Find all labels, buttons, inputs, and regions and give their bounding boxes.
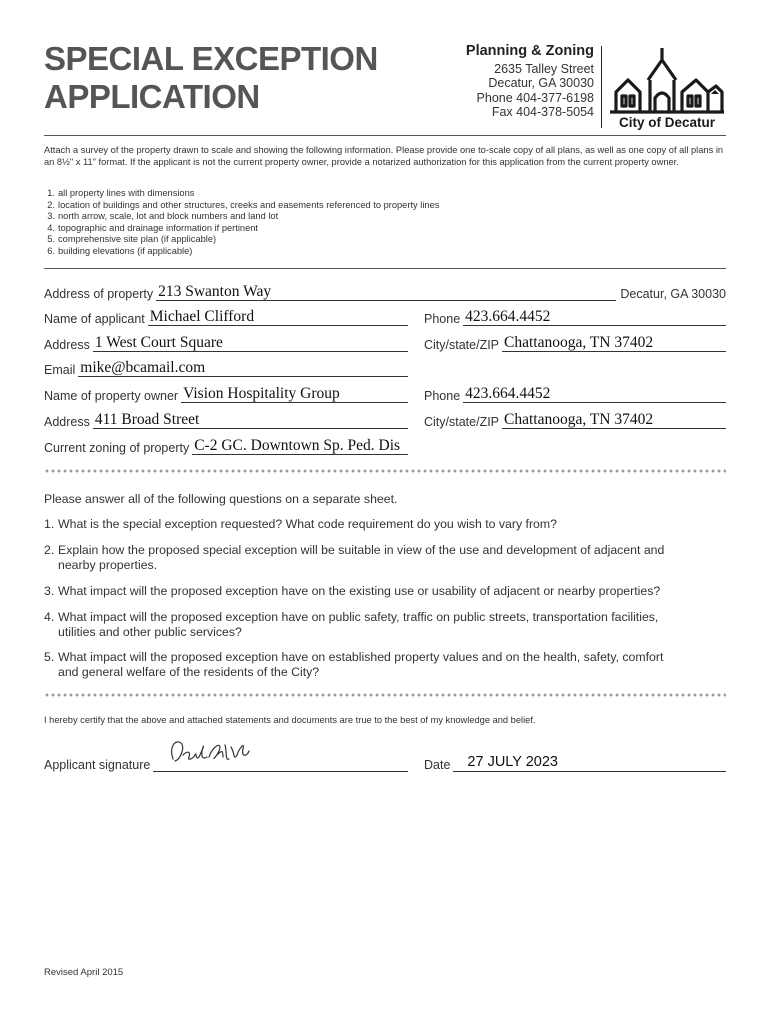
owner-city-field [424,411,726,429]
office-fax: Fax 404-378-5054 [491,105,594,119]
instructions-intro: Attach a survey of the property drawn to scale and showing the following information. Please provide one to-scale copy of all plans, as well as one copy of all plans in an 8½" x 11" format. If the applicant is not the current property owner, provide a notarized authorization for this application from the current property owner. [44,145,724,167]
handwritten-signature-icon [165,741,265,769]
certification-statement: I hereby certify that the above and attached statements and documents are true to the best of my knowledge and belief. [44,715,536,725]
applicant-address-input[interactable]: 1 West Court Square [93,334,408,352]
property-city-text: Decatur, GA 30030 [620,287,726,301]
list-item: 5. comprehensive site plan (if applicable) [47,234,217,245]
office-phone: Phone 404-377-6198 [476,90,594,105]
requirements-list [44,188,439,258]
title-line-2: APPLICATION [44,78,260,115]
applicant-email-input[interactable]: mike@bcamail.com [78,359,408,377]
applicant-phone-input[interactable]: 423.664.4452 [463,308,726,326]
field-label: Phone [424,389,461,403]
revision-note: Revised April 2015 [44,967,124,978]
field-label: Address [44,338,90,352]
title-line-1: SPECIAL EXCEPTION [44,40,378,77]
questions-intro: Please answer all of the following questions on a separate sheet. [44,492,398,506]
question-item: 1. What is the special exception requested? What code requirement do you wish to vary from? [44,517,557,531]
list-item: 1. all property lines with dimensions [47,188,195,198]
question-item: 5. What impact will the proposed exception have on established property values and on the health, safety, comfort and general welfare of the residents of the City? [44,650,664,679]
field-label: Phone [424,312,461,326]
header-rule [44,135,726,136]
field-label: City/state/ZIP [424,338,500,352]
section-rule [44,268,726,269]
owner-phone-field [424,385,726,403]
list-item: 4. topographic and drainage information if pertinent [47,222,259,233]
question-item: 2. Explain how the proposed special exception will be suitable in view of the use and development of adjacent and nearby properties. [44,543,665,572]
zoning-field [44,437,408,455]
property-address-field [44,283,726,301]
dotted-divider [44,469,726,473]
owner-name-input[interactable]: Vision Hospitality Group [181,385,408,403]
list-item: 6. building elevations (if applicable) [47,245,193,256]
city-skyline-icon [608,46,726,130]
field-label: Email [44,363,76,377]
logo-text: City of Decatur [618,115,716,130]
signature-field [44,740,408,772]
logo-divider [601,46,602,128]
office-city: Decatur, GA 30030 [488,76,594,90]
field-label: Name of property owner [44,389,179,403]
field-label: Current zoning of property [44,441,190,455]
owner-city-input[interactable]: Chattanooga, TN 37402 [502,411,726,429]
form-title [44,40,378,116]
city-logo [608,46,726,130]
zoning-input[interactable]: C-2 GC. Downtown Sp. Ped. Dis [192,437,408,455]
office-contact [466,44,594,120]
office-street: 2635 Talley Street [494,61,594,76]
property-address-input[interactable]: 213 Swanton Way [156,283,616,301]
field-label: City/state/ZIP [424,415,500,429]
applicant-city-field [424,334,726,352]
field-label: Address [44,415,90,429]
question-item: 4. What impact will the proposed exception have on public safety, traffic on public streets, transportation facilities, utilities and other public services? [44,610,659,639]
applicant-name-input[interactable]: Michael Clifford [148,308,408,326]
field-label: Applicant signature [44,758,151,772]
owner-address-input[interactable]: 411 Broad Street [93,411,408,429]
field-label: Address of property [44,287,154,301]
signature-input[interactable] [153,741,408,772]
applicant-name-field [44,308,408,326]
department-name: Planning & Zoning [465,43,594,59]
field-label: Date [424,758,451,772]
question-item: 3. What impact will the proposed exception have on the existing use or usability of adjacent or nearby properties? [44,584,661,598]
date-input[interactable]: 27 JULY 2023 [453,754,726,772]
applicant-phone-field [424,308,726,326]
list-item: 2. location of buildings and other structures, creeks and easements referenced to property lines [47,199,440,210]
dotted-divider [44,693,726,697]
date-field [424,740,726,772]
field-label: Name of applicant [44,312,145,326]
applicant-city-input[interactable]: Chattanooga, TN 37402 [502,334,726,352]
list-item: 3. north arrow, scale, lot and block numbers and land lot [47,211,279,222]
owner-address-field [44,411,408,429]
owner-name-field [44,385,408,403]
applicant-address-field [44,334,408,352]
applicant-email-field [44,359,408,377]
owner-phone-input[interactable]: 423.664.4452 [463,385,726,403]
